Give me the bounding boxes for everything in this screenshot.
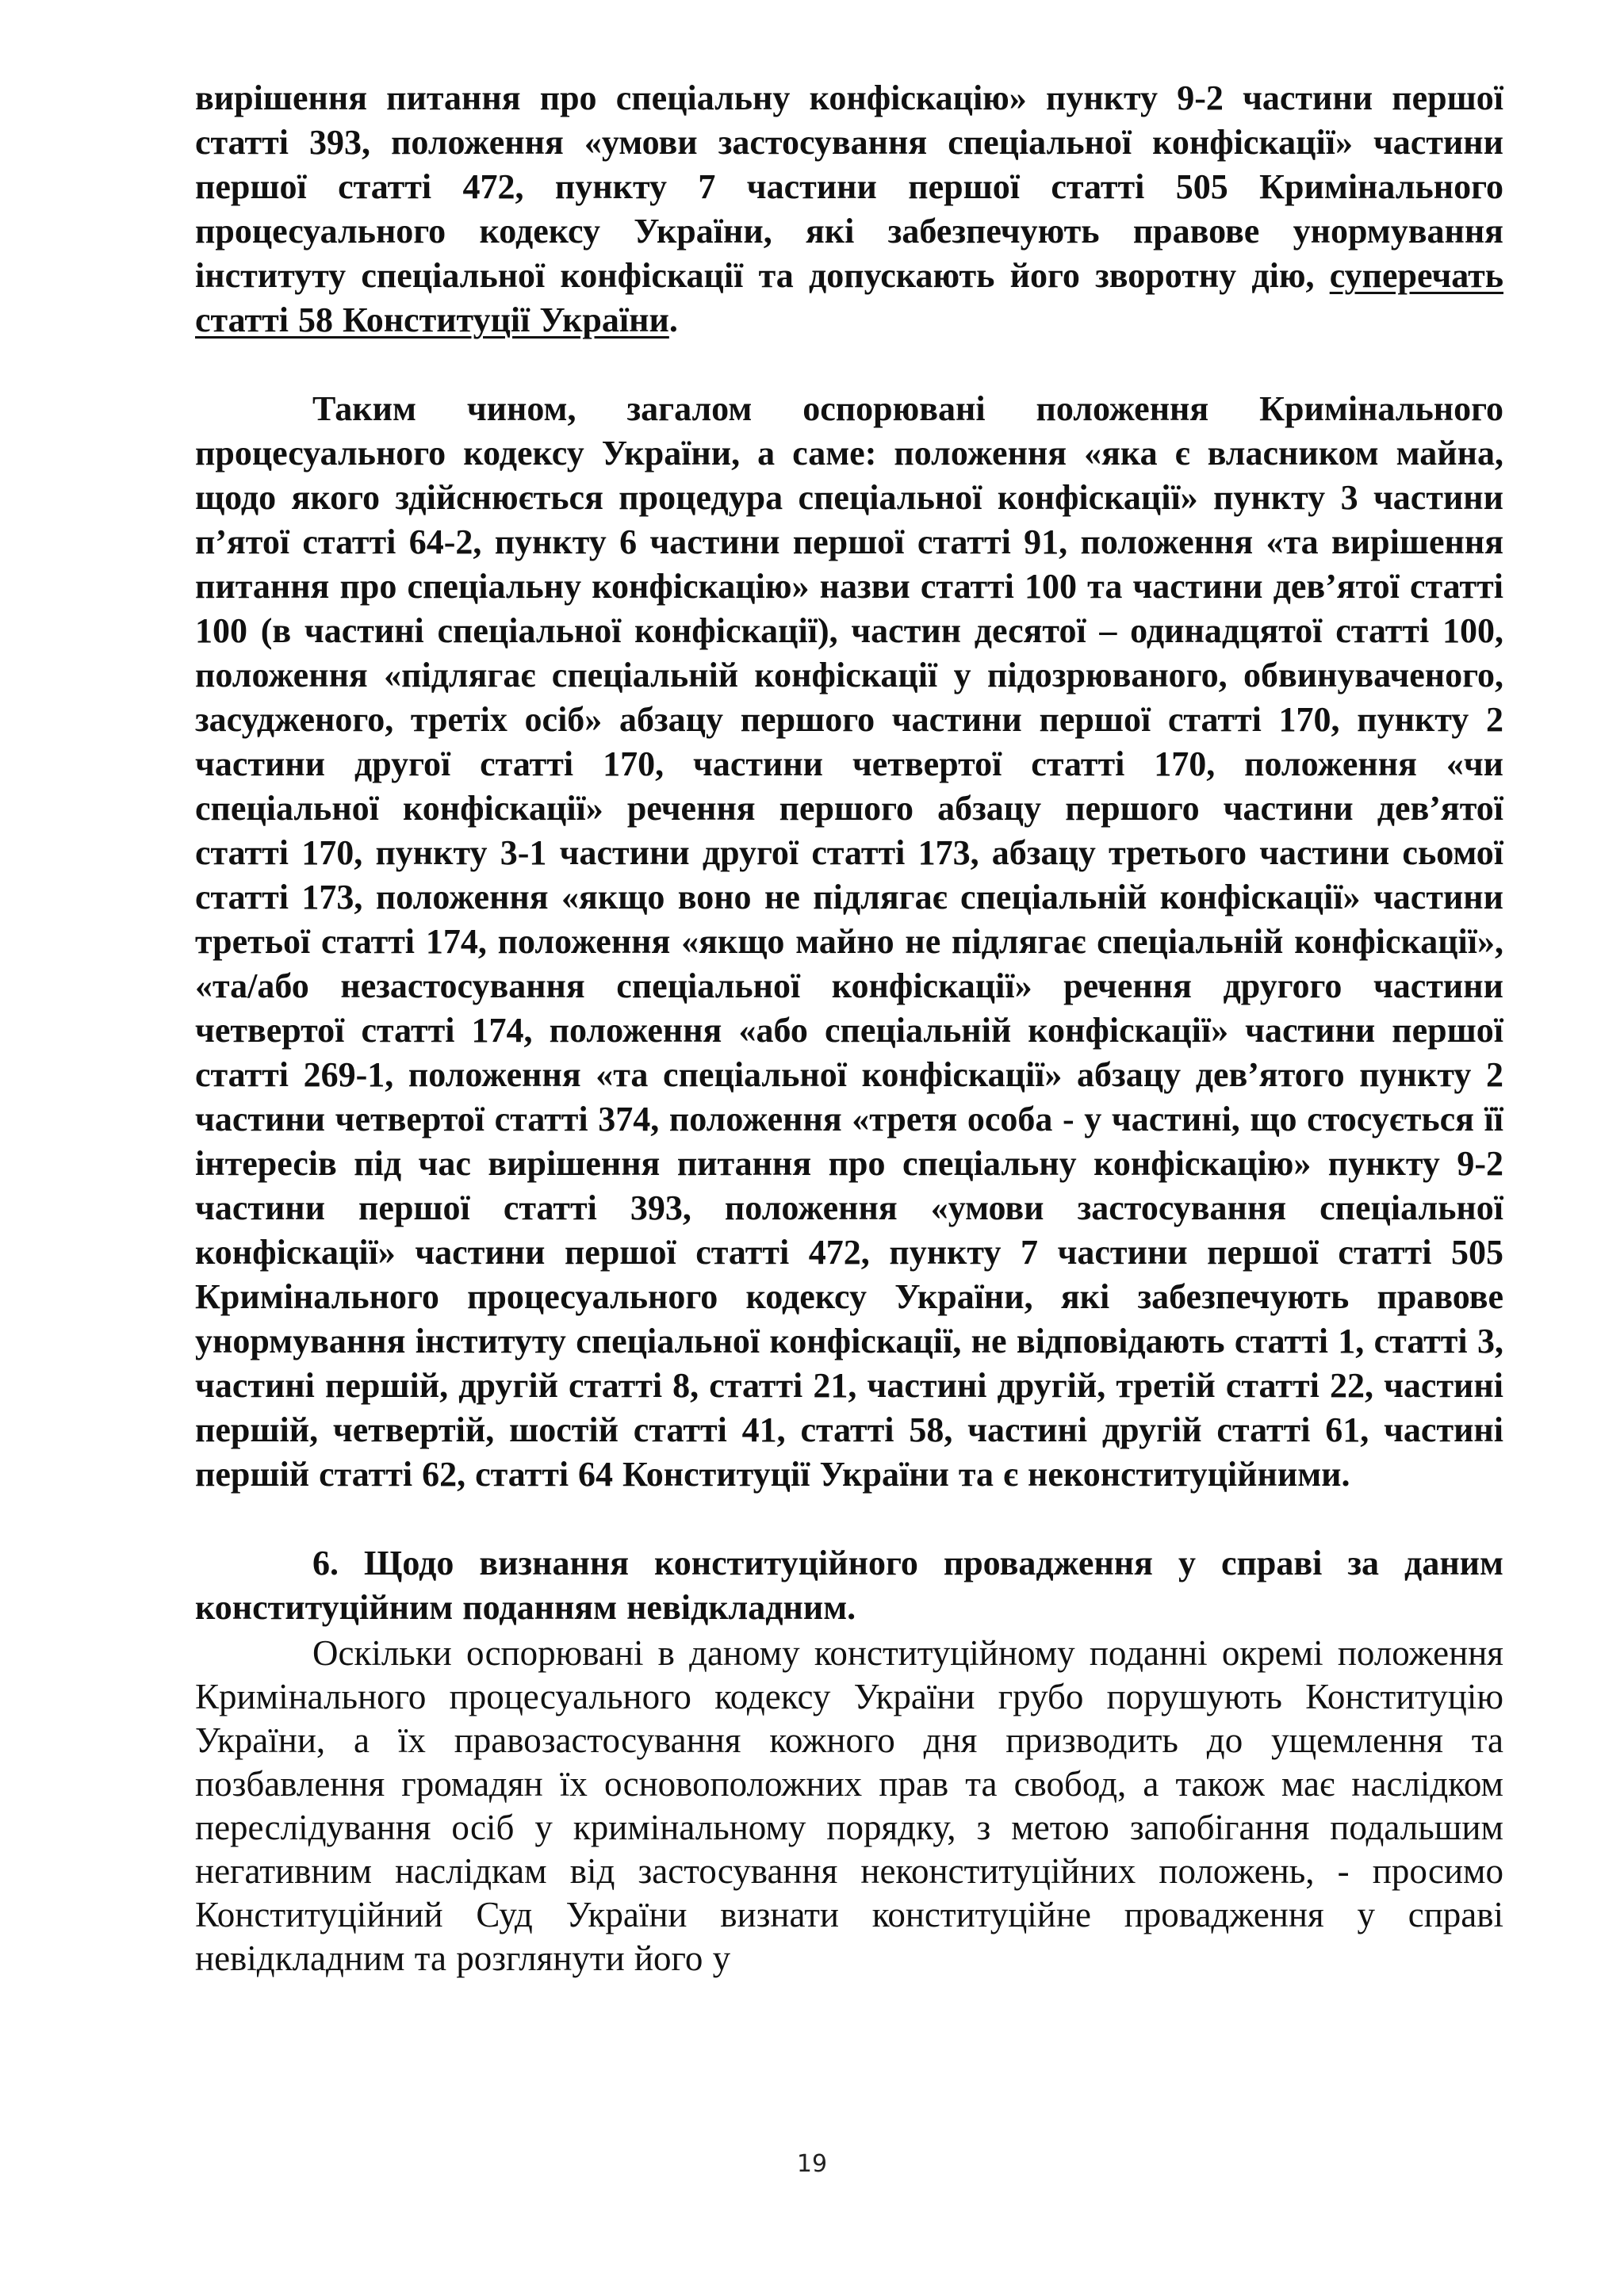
urgency-paragraph: Оскільки оспорювані в даному конституційному поданні окремі положення Кримінального процесуального кодексу України грубо порушують Конституцію України, а їх правозастосування кожного дня призводить до ущемлення та позбавлення громадян їх основоположних прав та свобод, а також має наслідком переслідування осіб у кримінальному порядку, з метою запобігання подальшим негативним наслідкам від застосування неконституційних положень, - просимо Конституційний Суд України визнати конституційне провадження у справі невідкладним та розглянути його у: [195, 1633, 1503, 1978]
paragraph-period: .: [668, 300, 678, 339]
section-heading: 6. Щодо визнання конституційного провадження у справі за даним конституційним поданням невідкладним.: [195, 1544, 1503, 1627]
summary-paragraph: Таким чином, загалом оспорювані положення Кримінального процесуального кодексу України, а саме: положення «яка є власником майна, щодо якого здійснюється процедура спеціальної конфіскації» пункту 3 частини п’ятої статті 64-2, пункту 6 частини першої статті 91, положення «та вирішення питання про спеціальну конфіскацію» назви статті 100 та частини дев’ятої статті 100 (в частині спеціальної конфіскації), частин десятої – одинадцятої статті 100, положення «підлягає спеціальній конфіскації у підозрюваного, обвинуваченого, засудженого, третіх осіб» абзацу першого частини першої статті 170, пункту 2 частини другої статті 170, частини четвертої статті 170, положення «чи спеціальної конфіскації» речення першого абзацу першого частини дев’ятої статті 170, пункту 3-1 частини другої статті 173, абзацу третього частини сьомої статті 173, положення «якщо воно не підлягає спеціальній конфіскації» частини третьої статті 174, положення «якщо майно не підлягає спеціальній конфіскації», «та/або незастосування спеціальної конфіскації» речення другого частини четвертої статті 174, положення «або спеціальній конфіскації» частини першої статті 269-1, положення «та спеціальної конфіскації» абзацу дев’ятого пункту 2 частини четвертої статті 374, положення «третя особа - у частині, що стосується її інтересів під час вирішення питання про спеціальну конфіскацію» пункту 9-2 частини першої статті 393, положення «умови застосування спеціальної конфіскації» частини першої статті 472, пункту 7 частини першої статті 505 Кримінального процесуального кодексу України, які забезпечують правове унормування інституту спеціальної конфіскації, не відповідають статті 1, статті 3, частині першій, другій статті 8, статті 21, частині другій, третій статті 22, частині першій, четвертій, шостій статті 41, статті 58, частині другій статті 61, частині першій статті 62, статті 64 Конституції України та є неконституційними.: [195, 389, 1503, 1494]
underlined-conclusion: суперечать статті 58 Конституції України: [195, 256, 1503, 339]
page-number: 19: [796, 2150, 828, 2178]
paragraph-continued: [195, 76, 1503, 342]
paragraph-text: вирішення питання про спеціальну конфіскацію» пункту 9-2 частини першої статті 393, положення «умови застосування спеціальної конфіскації» частини першої статті 472, пункту 7 частини першої статті 505 Кримінального процесуального кодексу України, які забезпечують правове унормування інституту спеціальної конфіскації та допускають його зворотну дію,: [195, 78, 1503, 295]
